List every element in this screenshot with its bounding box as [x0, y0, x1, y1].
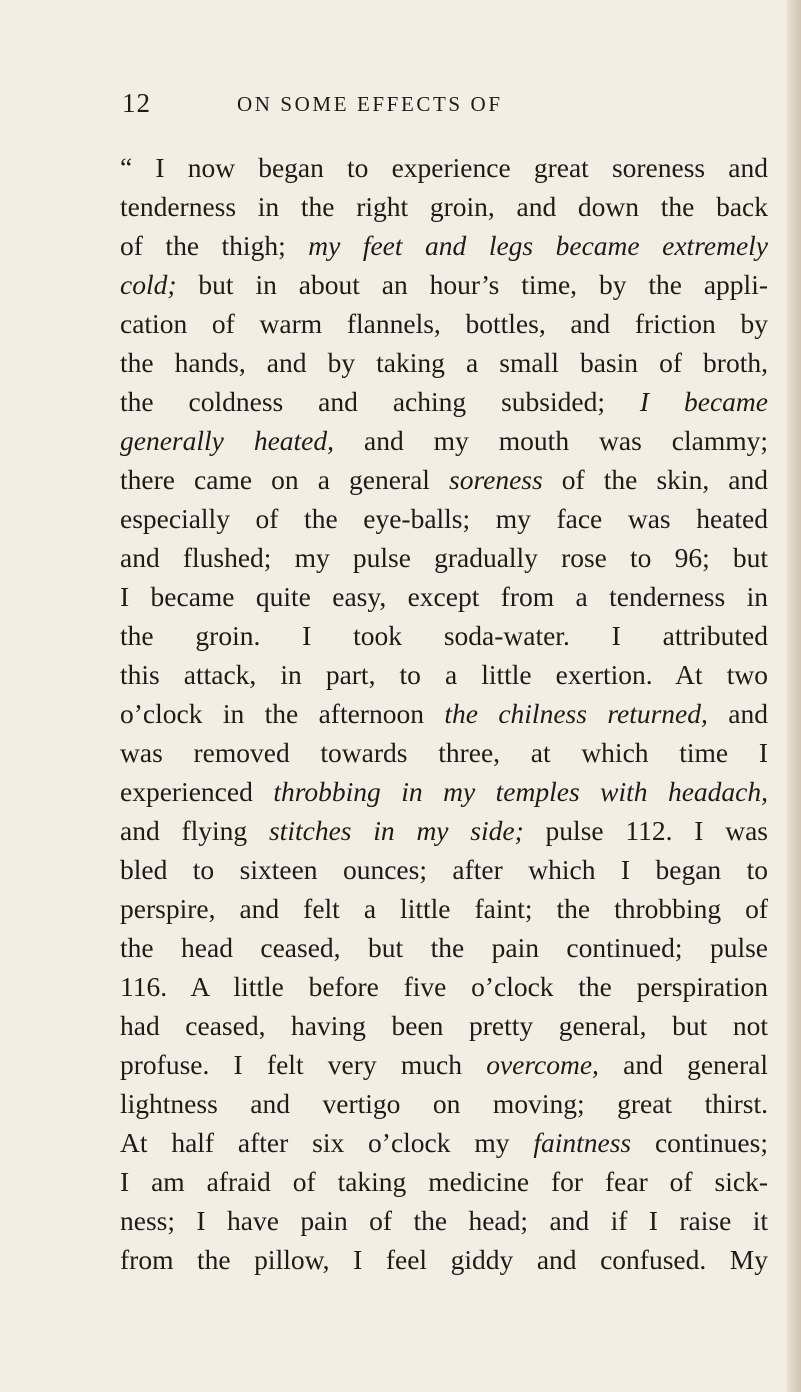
page-number: 12: [122, 88, 151, 118]
text-segment: profuse. I felt very much: [120, 1049, 487, 1080]
text-segment: was removed towards three, at which time I: [120, 737, 768, 768]
text-segment: 116. A little before five o’clock the perspiration: [120, 971, 768, 1002]
text-line: [120, 889, 768, 928]
text-line: [120, 655, 768, 694]
text-line: [120, 499, 768, 538]
text-segment: bled to sixteen ounces; after which I began to: [120, 854, 768, 885]
text-segment: and flying: [120, 815, 269, 846]
text-segment: and general: [598, 1049, 768, 1080]
text-line: [120, 382, 768, 421]
text-line: [120, 1084, 768, 1123]
text-line: [120, 421, 768, 460]
text-segment: tenderness in the right groin, and down the back: [120, 191, 768, 222]
text-line: [120, 343, 768, 382]
page-header: [122, 88, 682, 122]
text-segment: lightness and vertigo on moving; great thirst.: [120, 1088, 768, 1119]
italic-text: throbbing in my temples with headach,: [273, 776, 769, 807]
text-line: [120, 226, 768, 265]
text-segment: “ I now began to experience great soreness and: [120, 152, 768, 183]
text-line: [120, 304, 768, 343]
text-line: [120, 460, 768, 499]
text-segment: experienced: [120, 776, 274, 807]
text-segment: o’clock in the afternoon: [120, 698, 445, 729]
text-segment: At half after six o’clock my: [120, 1127, 534, 1158]
italic-text: cold;: [120, 269, 177, 300]
text-segment: the head ceased, but the pain continued; pulse: [120, 932, 768, 963]
text-line: [120, 811, 768, 850]
text-segment: and: [707, 698, 768, 729]
text-line: [120, 616, 768, 655]
text-line: [120, 538, 768, 577]
italic-text: overcome,: [486, 1049, 599, 1080]
italic-text: my feet and legs became extremely: [308, 230, 768, 261]
text-segment: the groin. I took soda-water. I attributed: [120, 620, 768, 651]
text-line: [120, 1162, 768, 1201]
text-line: [120, 1045, 768, 1084]
text-line: [120, 850, 768, 889]
text-line: [120, 187, 768, 226]
text-segment: especially of the eye-balls; my face was heated: [120, 503, 768, 534]
text-segment: the hands, and by taking a small basin of broth,: [120, 347, 768, 378]
text-segment: ness; I have pain of the head; and if I raise it: [120, 1205, 768, 1236]
text-line: [120, 1201, 768, 1240]
text-line: [120, 772, 768, 811]
text-segment: but in about an hour’s time, by the appli-: [176, 269, 768, 300]
italic-text: soreness: [449, 464, 543, 495]
italic-text: the chilness returned,: [444, 698, 708, 729]
text-line: [120, 1123, 768, 1162]
text-line: [120, 733, 768, 772]
running-title: ON SOME EFFECTS OF: [237, 92, 503, 116]
text-segment: from the pillow, I feel giddy and confused. My: [120, 1244, 768, 1275]
text-segment: and my mouth was clammy;: [334, 425, 769, 456]
text-segment: of the skin, and: [542, 464, 768, 495]
italic-text: generally heated,: [120, 425, 335, 456]
text-segment: and flushed; my pulse gradually rose to 96; but: [120, 542, 768, 573]
text-segment: cation of warm flannels, bottles, and friction by: [120, 308, 768, 339]
text-line: [120, 694, 768, 733]
text-line: [120, 1006, 768, 1045]
text-segment: of the thigh;: [120, 230, 309, 261]
text-segment: pulse 112. I was: [523, 815, 769, 846]
text-line: [120, 1240, 768, 1279]
text-segment: perspire, and felt a little faint; the throbbing of: [120, 893, 768, 924]
text-segment: had ceased, having been pretty general, but not: [120, 1010, 768, 1041]
text-line: [120, 265, 768, 304]
italic-text: I became: [639, 386, 768, 417]
italic-text: faintness: [533, 1127, 632, 1158]
text-segment: I am afraid of taking medicine for fear of sick-: [120, 1166, 768, 1197]
italic-text: stitches in my side;: [268, 815, 524, 846]
text-segment: there came on a general: [120, 464, 450, 495]
text-segment: I became quite easy, except from a tenderness in: [120, 581, 768, 612]
text-line: [120, 928, 768, 967]
page-edge: [787, 0, 801, 1392]
text-segment: the coldness and aching subsided;: [120, 386, 640, 417]
text-segment: continues;: [631, 1127, 768, 1158]
text-line: [120, 577, 768, 616]
text-line: [120, 148, 768, 187]
text-segment: this attack, in part, to a little exertion. At two: [120, 659, 768, 690]
text-line: [120, 967, 768, 1006]
body-text: [120, 148, 768, 1279]
